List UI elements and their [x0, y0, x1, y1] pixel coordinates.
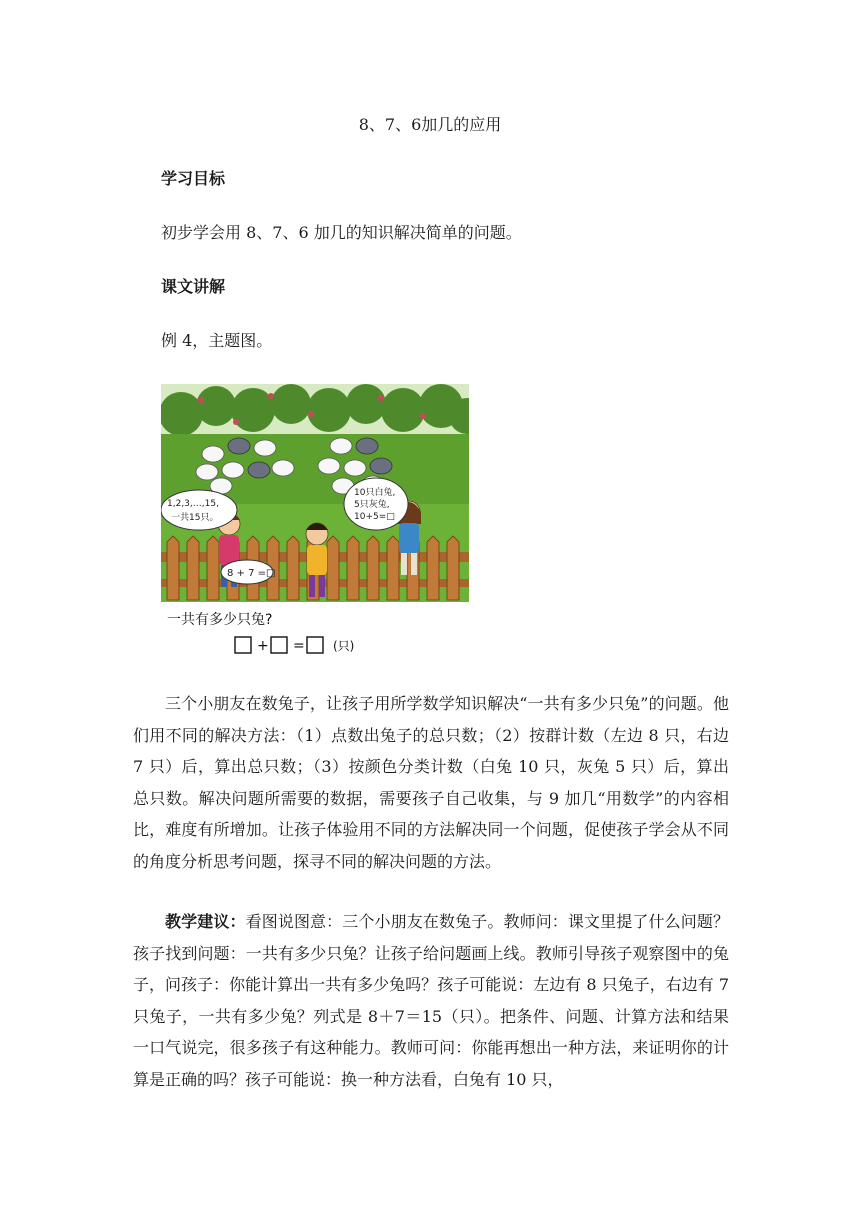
teaching-suggestion-paragraph	[133, 906, 729, 1095]
example-line: 例 4，主题图。	[161, 331, 273, 350]
teaching-suggestion-text: 看图说图意：三个小朋友在数兔子。教师问：课文里提了什么问题？孩子找到问题：一共有多少只兔？让孩子给问题画上线。教师引导孩子观察图中的兔子，问孩子：你能计算出一共有多少兔吗？孩子可能说：左边有 8 只兔子，右边有 7 只兔子，一共有多少兔？列式是 8＋7＝15（只）。把条件、问题、计算方法和结果一口气说完，很多孩子有这种能力。教师可问：你能再想出一种方法，来证明你的计算是正确的吗？孩子可能说：换一种方法看，白兔有 10 只，	[133, 912, 729, 1089]
equation-plus: +	[257, 638, 269, 654]
goal-heading: 学习目标	[161, 169, 226, 188]
bubble-right-line1: 10只白兔,	[354, 488, 396, 498]
teaching-suggestion-label: 教学建议：	[165, 912, 246, 931]
equation-equals: =	[293, 638, 305, 654]
bubble-left-line2: 一共15只。	[171, 513, 219, 523]
equation-unit: (只)	[333, 639, 355, 653]
speech-bubble-left	[161, 490, 237, 530]
lesson-heading: 课文讲解	[161, 277, 226, 296]
explanation-paragraph: 三个小朋友在数兔子，让孩子用所学数学知识解决“一共有多少只兔”的问题。他们用不同的解决方法：（1）点数出兔子的总只数；（2）按群计数（左边 8 只，右边 7 只）后，算出总只数；（3）按颜色分类计数（白兔 10 只，灰兔 5 只）后，算出总只数。解决问题所需要的数据，需要孩子自己收集，与 9 加几“用数学”的内容相比，难度有所增加。让孩子体验用不同的方法解决同一个问题，促使孩子学会从不同的角度分析思考问题，探寻不同的解决问题的方法。	[133, 694, 729, 871]
bubble-middle-text: 8 + 7 =□	[227, 568, 276, 579]
bubble-right-line3: 10+5=□	[354, 512, 395, 522]
bubble-right-line2: 5只灰兔,	[354, 500, 390, 510]
page-title: 8、7、6加几的应用	[358, 115, 502, 134]
illustration-question: 一共有多少只兔?	[167, 612, 273, 628]
speech-bubble-right	[344, 478, 408, 530]
illustration-svg	[161, 384, 469, 658]
goal-text: 初步学会用 8、7、6 加几的知识解决简单的问题。	[161, 223, 522, 242]
theme-illustration	[161, 384, 469, 658]
bubble-left-line1: 1,2,3,…,15,	[167, 499, 219, 509]
